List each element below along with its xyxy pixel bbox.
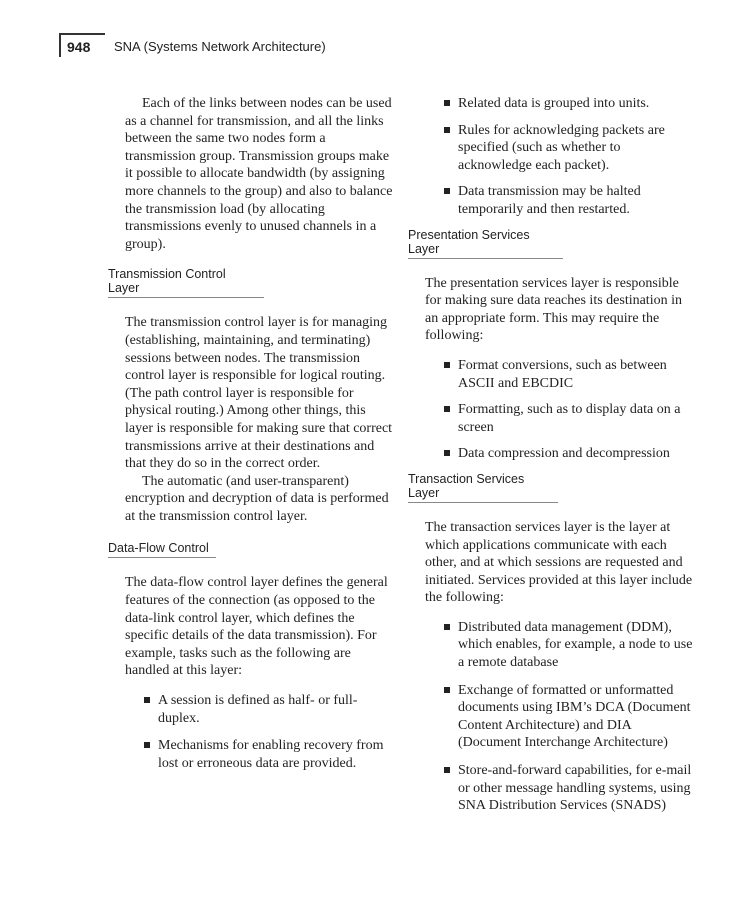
list-item: Data transmission may be halted temporarily and then restarted. — [408, 183, 693, 218]
presentation-services-paragraph: The presentation services layer is responsible for making sure data reaches its destination in an appropriate form. This may require the following: — [425, 275, 682, 344]
bullet-icon — [444, 188, 450, 194]
page-header — [59, 33, 719, 63]
list-item: Related data is grouped into units. — [408, 95, 693, 113]
transaction-services-heading: Transaction Services Layer — [408, 471, 525, 500]
bullet-icon — [444, 687, 450, 693]
transmission-control-paragraph-1: The transmission control layer is for managing (establishing, maintaining, and terminating) sessions between nodes. The transmission control layer is responsible for logical routing. (The path control layer is responsible for physical routing.) Among other things, this layer is responsible for making sure that correct transmissions arrive at their destinations and that they do so in the correct order. — [125, 315, 393, 472]
list-item: Store-and-forward capabilities, for e-mail or other message handling systems, using SNA Distribution Services (SNADS) — [408, 762, 693, 815]
data-flow-paragraph: The data-flow control layer defines the general features of the connection (as opposed to the data-link control layer, which defines the specific details of the data transmission). For example, tasks such as the following are handled at this layer: — [125, 575, 388, 679]
running-title: SNA (Systems Network Architecture) — [114, 39, 326, 54]
transmission-control-heading: Transmission Control Layer — [108, 267, 226, 296]
bullet-icon — [144, 697, 150, 703]
list-item: Rules for acknowledging packets are specified (such as whether to acknowledge each packet). — [408, 122, 693, 175]
left-column — [108, 95, 393, 782]
intro-paragraph: Each of the links between nodes can be used as a channel for transmission, and all the links between the same two nodes form a transmission group. Transmission groups make it possible to allocate bandwidth (by assigning more channels to the group) and also to balance the transmission load (by allocating transmissions evenly to unused channels in a group). — [125, 96, 393, 252]
data-flow-list — [108, 692, 393, 772]
bullet-icon — [444, 127, 450, 133]
data-flow-heading: Data-Flow Control — [108, 541, 209, 556]
transaction-services-paragraph: The transaction services layer is the layer at which applications communicate with each other, and at which sessions are requested and initiated. Services provided at this layer include the following: — [425, 519, 693, 606]
transaction-services-heading-wrap — [408, 472, 558, 503]
list-item: Data compression and decompression — [408, 445, 693, 463]
data-flow-list-continued — [408, 95, 693, 219]
page-number: 948 — [67, 39, 91, 55]
list-item: Format conversions, such as between ASCII and EBCDIC — [408, 357, 693, 392]
presentation-services-list — [408, 357, 693, 463]
presentation-services-heading: Presentation Services Layer — [408, 227, 530, 256]
transaction-services-list — [408, 619, 693, 815]
bullet-icon — [444, 767, 450, 773]
transmission-control-paragraph-2: The automatic (and user-transparent) encryption and decryption of data is performed at the transmission control layer. — [125, 473, 389, 524]
list-item: Mechanisms for enabling recovery from lost or erroneous data are provided. — [108, 737, 393, 772]
bullet-icon — [444, 362, 450, 368]
right-column — [408, 95, 693, 825]
transmission-control-heading-wrap — [108, 267, 264, 298]
bullet-icon — [444, 450, 450, 456]
presentation-services-heading-wrap — [408, 228, 563, 259]
list-item: Exchange of formatted or unformatted documents using IBM’s DCA (Document Content Architecture) and DIA (Document Interchange Architecture) — [408, 682, 693, 752]
bullet-icon — [444, 624, 450, 630]
bullet-icon — [444, 100, 450, 106]
list-item: Distributed data management (DDM), which enables, for example, a node to use a remote database — [408, 619, 693, 672]
data-flow-heading-wrap — [108, 539, 216, 558]
bullet-icon — [444, 406, 450, 412]
bullet-icon — [144, 742, 150, 748]
list-item: A session is defined as half- or full-duplex. — [108, 692, 393, 727]
list-item: Formatting, such as to display data on a screen — [408, 401, 693, 436]
